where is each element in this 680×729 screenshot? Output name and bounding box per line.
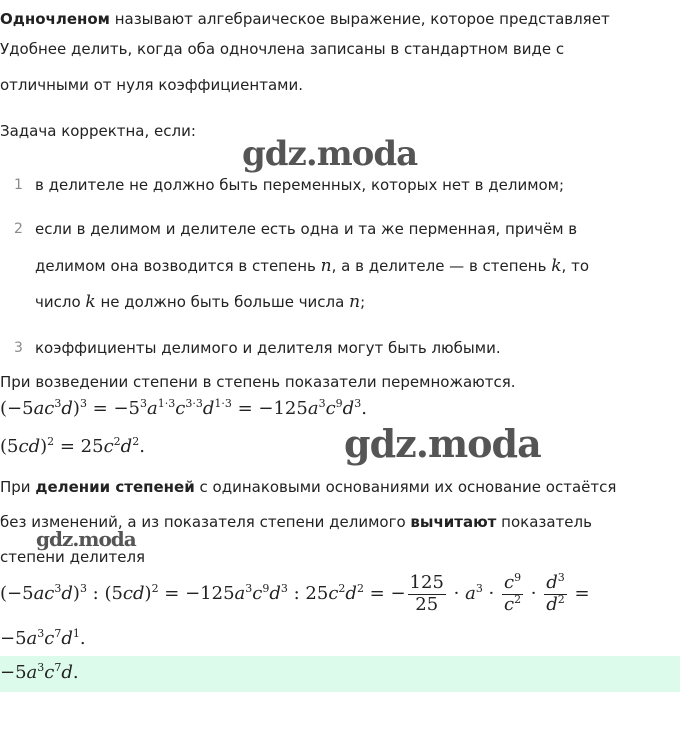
list-item: коэффициенты делимого и делителя могут быть любыми. (35, 339, 501, 357)
definition-line (0, 10, 610, 28)
formula-division-result: $-5a^3c^7d^1$. (0, 627, 86, 649)
formula-power-2: $(5cd)^2 = 25c^2d^2$. (0, 435, 145, 457)
list-number: 3 (14, 340, 23, 356)
watermark: gdz.moda (36, 527, 136, 551)
list-item-line: делимом она возводится в степень n, а в делителе — в степень k, то (35, 256, 589, 276)
task-intro: Задача корректна, если: (0, 122, 196, 140)
formula-power-1: $(-5ac^3d)^3 = -5^3a^{1\cdot 3}c^{3\cdot 3}d^{1\cdot 3} = -125a^3c^9d^3$. (0, 397, 367, 419)
watermark: gdz.moda (344, 421, 541, 466)
fraction: $\frac{c^9}{c^2}$ (503, 571, 522, 615)
answer-box (0, 656, 680, 692)
formula-division: $(-5ac^3d)^3$ : $(5cd)^2 = -125a^3c^9d^3$ : $25c^2d^2$ = − $\frac{125}{25}$ · $a^3$ · $\frac{c^9}{c^2}$ · $\frac{d^3}{d^2}$ = (0, 571, 590, 615)
division-rule-line: степени делителя (0, 548, 146, 566)
list-item: если в делимом и делителе есть одна и та же перменная, причём в (35, 220, 578, 238)
division-rule-line: без изменений, а из показателя степени делимого вычитают показатель (0, 513, 592, 531)
fraction: $\frac{d^3}{d^2}$ (546, 571, 565, 615)
list-item-line: число k не должно быть больше числа n; (35, 292, 366, 312)
definition-term: Одночленом (0, 10, 110, 28)
paragraph-line: отличными от нуля коэффициентами. (0, 76, 303, 94)
list-number: 2 (14, 221, 23, 237)
definition-text: называют алгебраическое выражение, которое представляет (109, 10, 610, 28)
power-rule: При возведении степени в степень показатели перемножаются. (0, 373, 516, 391)
fraction: $\frac{125}{25}$ (409, 572, 444, 615)
watermark: gdz.moda (242, 134, 418, 174)
paragraph-line: Удобнее делить, когда оба одночлена записаны в стандартном виде с (0, 40, 565, 58)
list-number: 1 (14, 177, 23, 193)
answer-formula: $-5a^3c^7d$. (0, 661, 79, 683)
list-item: в делителе не должно быть переменных, которых нет в делимом; (35, 176, 565, 194)
division-rule-line: При делении степеней с одинаковыми основаниями их основание остаётся (0, 478, 617, 496)
